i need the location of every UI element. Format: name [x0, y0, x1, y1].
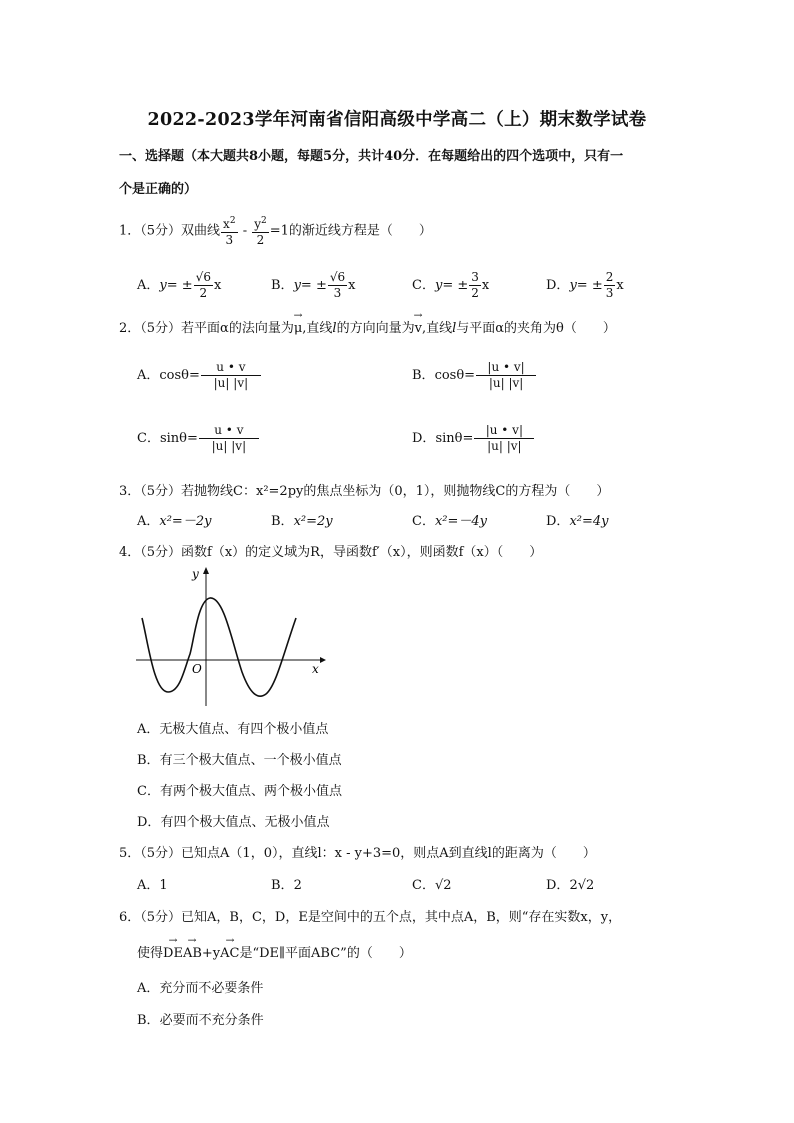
option-tail: x: [213, 278, 222, 293]
option-eq: = ±: [442, 278, 469, 293]
q3-option-a[interactable]: [137, 510, 211, 529]
q1-minus: -: [238, 223, 252, 239]
option-den: |u| |v|: [211, 439, 247, 453]
option-num: √6: [329, 270, 346, 284]
option-value: 2: [293, 878, 302, 893]
q2-option-b[interactable]: [412, 360, 537, 391]
option-label: B．: [271, 514, 294, 529]
option-value: x²=4y: [569, 514, 609, 529]
option-frac: [476, 360, 536, 391]
option-label: C．: [137, 784, 160, 799]
option-value: x²=2y: [293, 514, 333, 529]
option-frac: [474, 423, 534, 454]
q2-option-c[interactable]: [137, 423, 260, 454]
option-den: |u| |v|: [487, 439, 522, 453]
question-2-stem: [119, 317, 616, 336]
option-frac: [328, 270, 347, 301]
option-label: B．: [137, 1013, 160, 1028]
question-5-stem: 5．（5分）已知点A（1，0），直线l：x - y+3=0，则点A到直线l的距离为（ ）: [119, 846, 596, 861]
option-label: B．: [412, 368, 435, 383]
q6-de-vector: → DE: [163, 946, 183, 961]
q4-option-c[interactable]: [137, 780, 342, 799]
option-fn: sinθ=: [435, 431, 474, 446]
option-frac: [604, 270, 616, 301]
option-den: 2: [199, 286, 208, 300]
option-tail: x: [481, 278, 490, 293]
q1-y-den: 2: [256, 233, 265, 247]
option-den: 2: [471, 286, 479, 300]
q1-frac-x: [221, 214, 238, 248]
option-eq: = ±: [576, 278, 603, 293]
option-label: D．: [546, 514, 570, 529]
option-label: C．: [412, 878, 435, 893]
option-label: B．: [271, 878, 294, 893]
page-title: 2022-2023学年河南省信阳高级中学高二（上）期末数学试卷: [147, 110, 647, 130]
option-eq: = ±: [300, 278, 327, 293]
option-lhs: y: [434, 278, 443, 293]
option-label: A．: [137, 368, 160, 383]
q5-option-d[interactable]: [546, 874, 594, 893]
option-label: D．: [137, 815, 161, 830]
q2-v-vector: → v: [415, 321, 422, 336]
option-label: A．: [137, 514, 160, 529]
option-value: √2: [434, 878, 452, 893]
option-label: D．: [546, 278, 570, 293]
q5-option-b[interactable]: [271, 874, 302, 893]
option-tail: x: [348, 278, 356, 293]
question-1-stem: [119, 214, 432, 248]
derivative-curve: [142, 598, 296, 696]
option-den: 3: [605, 286, 614, 300]
q1-option-d[interactable]: [546, 270, 624, 301]
option-value: 充分而不必要条件: [159, 981, 264, 996]
option-value: x²=－2y: [159, 514, 212, 529]
q1-y: y: [254, 217, 262, 231]
question-6-stem-line1: 6．（5分）已知A，B，C，D，E是空间中的五个点，其中点A，B，则“存在实数x，y，: [119, 910, 622, 925]
q3-option-d[interactable]: [546, 510, 609, 529]
option-den: |u| |v|: [488, 376, 524, 390]
option-frac: [194, 270, 213, 301]
q1-option-b[interactable]: [271, 270, 355, 301]
y-axis-label: y: [192, 567, 199, 581]
option-value: 有四个极大值点、无极小值点: [160, 815, 330, 830]
section-header-line2: 个是正确的）: [119, 182, 198, 197]
option-tail: x: [616, 278, 624, 293]
section-header-line1: 一、选择题（本大题共8小题，每题5分，共计40分．在每题给出的四个选项中，只有一: [119, 149, 624, 164]
option-label: D．: [412, 431, 436, 446]
x-axis-label: x: [312, 662, 319, 676]
q2-part3: 的方向向量为: [336, 321, 415, 336]
option-value: 必要而不充分条件: [159, 1013, 264, 1028]
q6-ac-vector: → AC: [220, 946, 239, 961]
q2-option-d[interactable]: [412, 423, 535, 454]
option-lhs: y: [159, 278, 167, 293]
q4-option-a[interactable]: [137, 718, 328, 737]
x-axis-arrow: [320, 657, 326, 663]
origin-label: O: [192, 662, 202, 676]
option-num: 3: [471, 270, 479, 284]
q4-option-d[interactable]: [137, 811, 329, 830]
q6-ab-vector: → AB: [183, 946, 202, 961]
option-num: √6: [195, 270, 211, 284]
q4-derivative-graph: [130, 562, 330, 710]
option-num: 2: [605, 270, 614, 284]
option-lhs: y: [293, 278, 301, 293]
option-fn: cosθ=: [434, 368, 476, 383]
option-value: 有两个极大值点、两个极小值点: [159, 784, 342, 799]
question-4-stem: 4．（5分）函数f（x）的定义域为R，导函数f′（x），则函数f（x）（ ）: [119, 545, 543, 560]
option-den: 3: [333, 286, 342, 300]
option-label: D．: [546, 878, 570, 893]
option-eq: = ±: [166, 278, 193, 293]
q1-suffix: =1的渐近线方程是（ ）: [269, 223, 432, 239]
q2-line-l: l: [332, 321, 337, 336]
question-3-stem: 3．（5分）若抛物线C：x²=2py的焦点坐标为（0，1），则抛物线C的方程为（ ）: [119, 484, 610, 499]
option-num: u • v: [201, 360, 261, 376]
option-frac: [199, 423, 259, 454]
option-value: 无极大值点、有四个极小值点: [159, 722, 329, 737]
y-axis-arrow: [203, 567, 209, 574]
q6-pre: 使得: [137, 946, 164, 961]
q1-x: x: [223, 217, 230, 231]
q2-option-a[interactable]: [137, 360, 262, 391]
option-label: A．: [137, 981, 160, 996]
option-value: 2√2: [569, 878, 595, 893]
option-num: |u • v|: [476, 360, 536, 376]
option-label: C．: [412, 278, 435, 293]
option-lhs: y: [569, 278, 577, 293]
option-label: C．: [137, 431, 160, 446]
option-frac: [201, 360, 261, 391]
q2-part2: ,直线: [302, 321, 333, 336]
q2-part4: ,直线: [421, 321, 453, 336]
q6-option-a[interactable]: [137, 977, 263, 996]
option-frac: [469, 270, 481, 301]
q2-mu-vector: → μ: [294, 321, 302, 336]
q1-x-exp: 2: [229, 216, 236, 226]
q3-option-b[interactable]: [271, 510, 333, 529]
q1-frac-y: [252, 214, 269, 248]
option-num: u • v: [199, 423, 259, 439]
q1-x-den: 3: [225, 233, 234, 247]
option-den: |u| |v|: [213, 376, 249, 390]
option-value: 有三个极大值点、一个极小值点: [159, 753, 342, 768]
q5-option-c[interactable]: [412, 874, 452, 893]
q6-plus-y: +y: [201, 946, 221, 961]
question-6-stem-line2: [137, 942, 412, 961]
option-num: |u • v|: [474, 423, 534, 439]
option-label: C．: [412, 514, 435, 529]
q2-line-l2: l: [452, 321, 457, 336]
q1-prefix: 1．（5分）双曲线: [119, 223, 221, 239]
option-fn: cosθ=: [159, 368, 200, 383]
option-label: A．: [137, 878, 160, 893]
option-label: B．: [137, 753, 160, 768]
option-label: B．: [271, 278, 294, 293]
option-value: 1: [159, 878, 168, 893]
q1-y-exp: 2: [261, 216, 267, 226]
q6-post: 是“DE∥平面ABC”的（ ）: [239, 946, 412, 961]
option-label: A．: [137, 278, 160, 293]
q5-option-a[interactable]: [137, 874, 168, 893]
option-label: A．: [137, 722, 160, 737]
q4-option-b[interactable]: [137, 749, 342, 768]
option-fn: sinθ=: [159, 431, 198, 446]
option-value: x²=－4y: [434, 514, 488, 529]
q2-part5: 与平面α的夹角为θ（ ）: [456, 321, 616, 336]
q1-option-a[interactable]: [137, 270, 221, 301]
q1-option-c[interactable]: [412, 270, 489, 301]
q3-option-c[interactable]: [412, 510, 487, 529]
q2-part1: 2．（5分）若平面α的法向量为: [119, 321, 294, 336]
q6-option-b[interactable]: [137, 1009, 264, 1028]
